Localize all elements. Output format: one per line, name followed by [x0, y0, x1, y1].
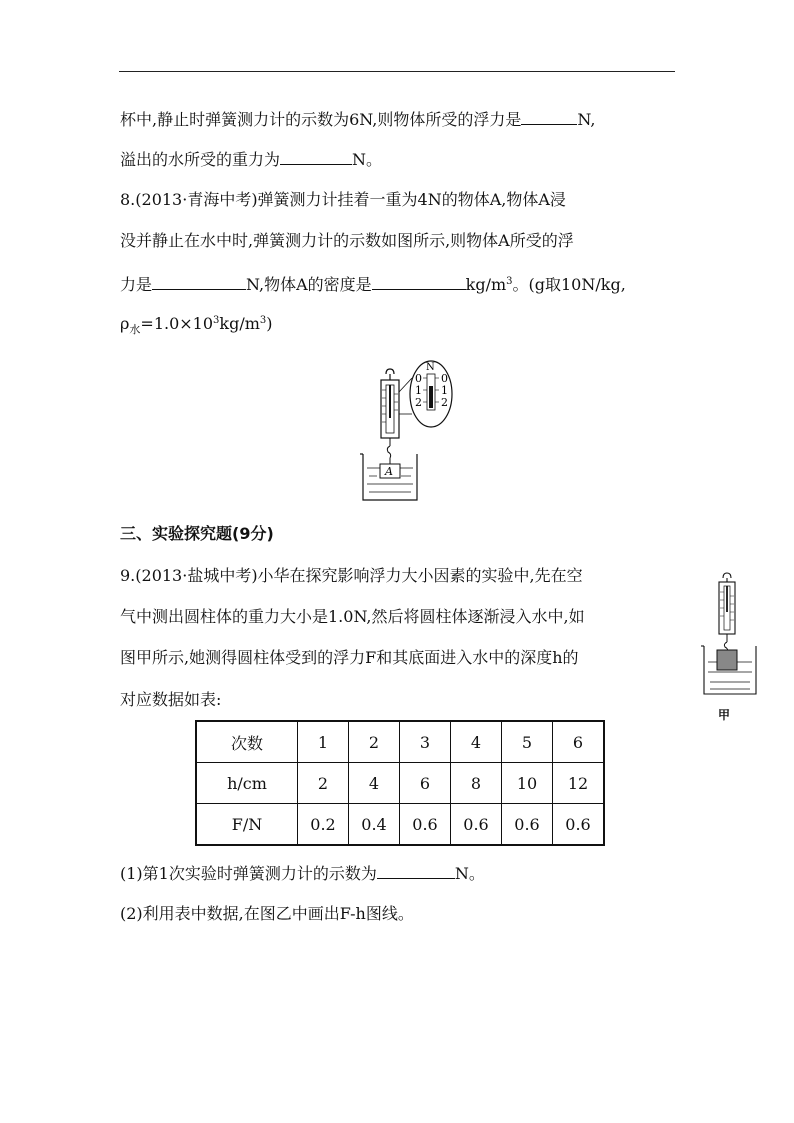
answer-blank[interactable]	[372, 273, 466, 290]
q8-text: )	[266, 314, 273, 333]
q9-line-2: 气中测出圆柱体的重力大小是1.0N,然后将圆柱体逐渐浸入水中,如	[120, 607, 585, 626]
q8-line-3	[120, 273, 626, 295]
scale-tick-label: 1	[415, 384, 422, 397]
scale-tick-label: 0	[415, 372, 422, 385]
q9-text: (1)第1次实验时弹簧测力计的示数为	[120, 864, 377, 883]
q7-text: 杯中,静止时弹簧测力计的示数为6N,则物体所受的浮力是	[120, 110, 522, 129]
table-cell: 2	[298, 763, 349, 804]
scale-tick-label: 1	[441, 384, 448, 397]
table-cell: 4	[349, 763, 400, 804]
answer-blank[interactable]	[280, 148, 352, 165]
q7-text: 溢出的水所受的重力为	[120, 150, 281, 169]
table-row	[196, 804, 604, 846]
q8-line-2: 没并静止在水中时,弹簧测力计的示数如图所示,则物体A所受的浮	[120, 231, 574, 250]
q7-unit: N。	[352, 150, 383, 169]
figure-caption: 甲	[718, 708, 731, 722]
table-cell: 10	[502, 763, 553, 804]
table-cell: 0.2	[298, 804, 349, 846]
table-cell: 6	[553, 721, 605, 763]
q7-unit: N,	[577, 110, 596, 129]
q7-line-2	[120, 148, 382, 170]
data-table	[195, 720, 605, 846]
table-cell: 6	[400, 763, 451, 804]
table-cell: 0.4	[349, 804, 400, 846]
scale-tick-label: 0	[441, 372, 448, 385]
superscript: 3	[259, 315, 267, 326]
q8-text: =1.0×10	[140, 314, 214, 333]
table-cell: 0.6	[502, 804, 553, 846]
superscript: 3	[213, 315, 220, 326]
object-a-label: A	[385, 465, 393, 478]
scale-unit-label: N	[426, 362, 435, 373]
spring-scale-figure	[355, 352, 465, 504]
table-cell: 1	[298, 721, 349, 763]
answer-blank[interactable]	[521, 108, 577, 125]
scale-tick-label: 2	[441, 396, 448, 409]
rho-symbol: ρ	[120, 314, 130, 333]
q7-line-1	[120, 108, 595, 130]
q8-text: kg/m	[219, 314, 260, 333]
table-cell: h/cm	[196, 763, 298, 804]
table-cell: 3	[400, 721, 451, 763]
q8-text: 。(g取10N/kg,	[512, 275, 626, 294]
figure-jia	[700, 570, 764, 696]
superscript: 3	[506, 276, 513, 287]
scale-tick-label: 2	[415, 396, 422, 409]
q9-line-1: 9.(2013·盐城中考)小华在探究影响浮力大小因素的实验中,先在空	[120, 566, 583, 585]
table-cell: 4	[451, 721, 502, 763]
q9-line-4: 对应数据如表:	[120, 690, 222, 709]
table-cell: 0.6	[400, 804, 451, 846]
table-row	[196, 763, 604, 804]
table-cell: F/N	[196, 804, 298, 846]
header-rule	[119, 71, 675, 72]
q9-sub-1	[120, 862, 485, 884]
table-cell: 5	[502, 721, 553, 763]
table-row	[196, 721, 604, 763]
q8-line-4	[120, 314, 273, 334]
table-cell: 12	[553, 763, 605, 804]
table-cell: 次数	[196, 721, 298, 763]
q9-sub-2: (2)利用表中数据,在图乙中画出F-h图线。	[120, 904, 414, 923]
table-cell: 8	[451, 763, 502, 804]
q8-text: 力是	[120, 275, 153, 294]
section-heading: 三、实验探究题(9分)	[120, 524, 274, 543]
q9-line-3: 图甲所示,她测得圆柱体受到的浮力F和其底面进入水中的深度h的	[120, 648, 579, 667]
subscript: 水	[129, 323, 141, 336]
q8-line-1: 8.(2013·青海中考)弹簧测力计挂着一重为4N的物体A,物体A浸	[120, 190, 566, 209]
table-cell: 2	[349, 721, 400, 763]
q8-text: N,物体A的密度是	[246, 275, 372, 294]
answer-blank[interactable]	[377, 862, 455, 879]
table-cell: 0.6	[451, 804, 502, 846]
q9-unit: N。	[454, 864, 485, 883]
table-cell: 0.6	[553, 804, 605, 846]
answer-blank[interactable]	[152, 273, 246, 290]
q8-unit: kg/m	[465, 275, 507, 294]
